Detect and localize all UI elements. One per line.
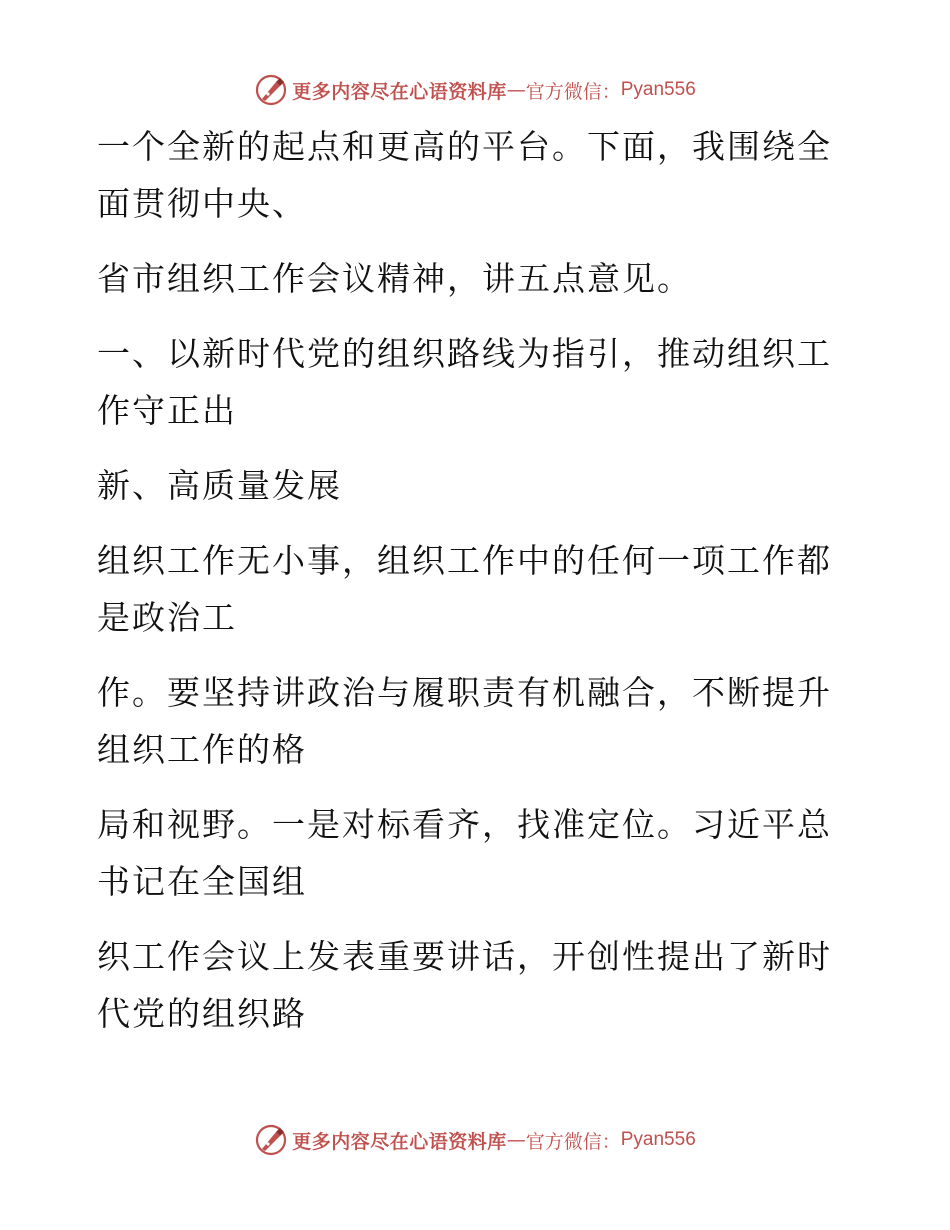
- wechat-handle: Pyan556: [620, 1129, 696, 1150]
- paragraph-6: 作。要坚持讲政治与履职责有机融合，不断提升组织工作的格: [97, 673, 832, 769]
- pen-nib-logo-icon: [254, 1123, 288, 1157]
- brand-text: 更多内容尽在心语资料库: [292, 80, 507, 103]
- separator: —: [506, 79, 526, 101]
- paragraph-7: 局和视野。一是对标看齐，找准定位。习近平总书记在全国组: [97, 805, 832, 901]
- paragraph-1: 一个全新的起点和更高的平台。下面，我围绕全面贯彻中央、: [97, 127, 832, 223]
- paragraph-8: 织工作会议上发表重要讲话，开创性提出了新时代党的组织路: [97, 937, 832, 1033]
- wechat-handle: Pyan556: [620, 79, 696, 100]
- wechat-label: 官方微信：: [525, 1130, 621, 1153]
- brand-text: 更多内容尽在心语资料库: [292, 1130, 507, 1153]
- paragraph-2: 省市组织工作会议精神，讲五点意见。: [97, 259, 692, 298]
- document-body: [97, 118, 837, 1060]
- separator: —: [506, 1129, 526, 1151]
- paragraph-3: 一、以新时代党的组织路线为指引，推动组织工作守正出: [97, 334, 832, 430]
- wechat-label: 官方微信：: [525, 80, 621, 103]
- pen-nib-logo-icon: [254, 73, 288, 107]
- paragraph-5: 组织工作无小事，组织工作中的任何一项工作都是政治工: [97, 541, 832, 637]
- paragraph-4: 新、高质量发展: [97, 466, 342, 505]
- footer-watermark-banner: [0, 1120, 950, 1160]
- header-watermark-banner: [0, 70, 950, 110]
